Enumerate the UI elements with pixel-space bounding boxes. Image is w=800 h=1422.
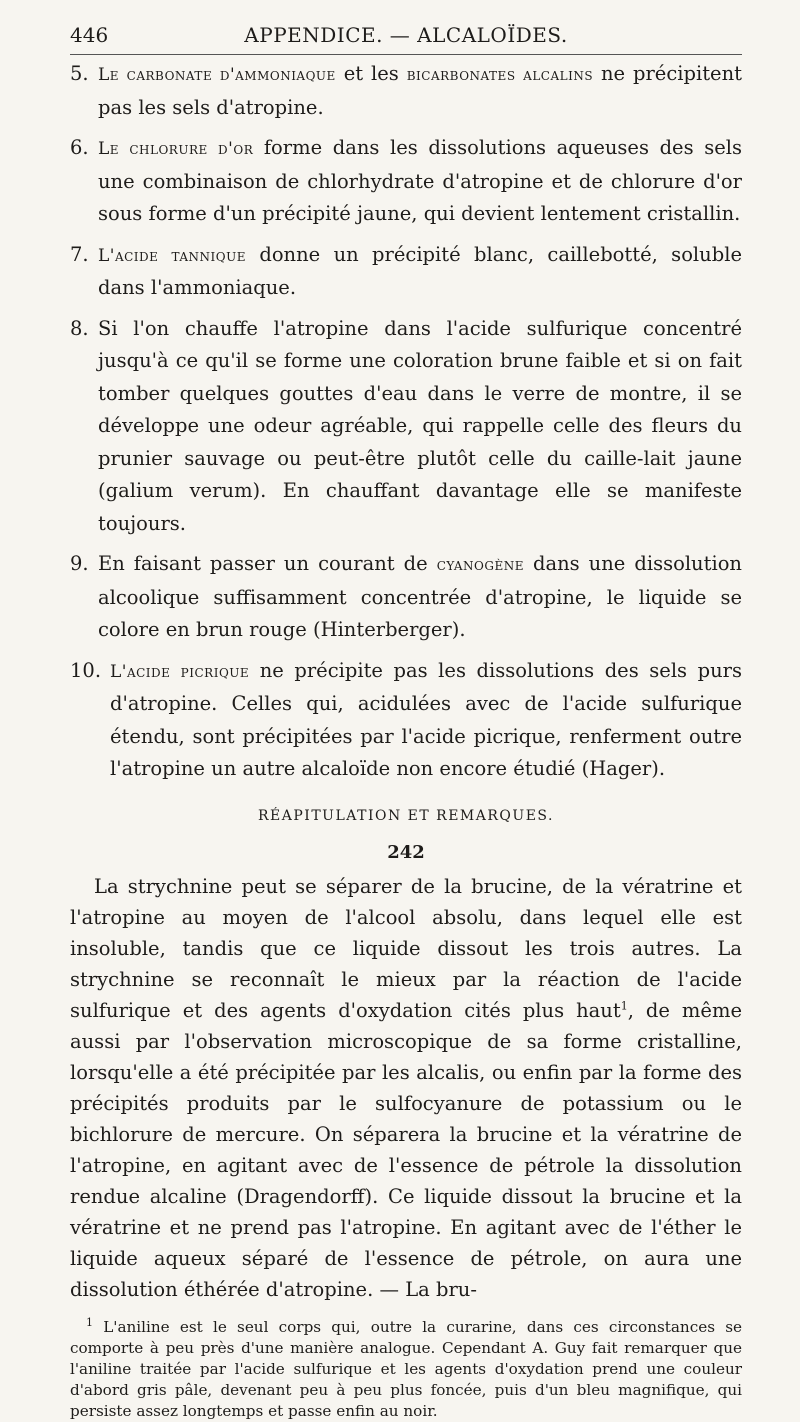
list-item bbox=[70, 548, 742, 647]
item-text: Si l'on chauffe l'atropine dans l'acide sulfurique concentré jusqu'à ce qu'il se forme une coloration brune faible et si on fait tomber quelques gouttes d'eau dans le verre de montre, il se développe une odeur agréable, qui rappelle celle des fleurs du prunier sauvage ou peut-être plutôt celle du caille-lait jaune (galium verum). En chauffant davantage elle se manifeste toujours. bbox=[98, 316, 742, 535]
list-item bbox=[70, 239, 742, 305]
item-text bbox=[98, 132, 742, 231]
body-text: La strychnine peut se séparer de la brucine, de la vératrine et l'atropine au moyen de l'alcool absolu, dans lequel elle est insoluble, tandis que ce liquide dissout les trois autres. La strychnine se reconnaît le mieux par la réaction de l'acide sulfurique et des agents d'oxydation cités plus haut bbox=[70, 874, 742, 1022]
footnote-ref: 1 bbox=[620, 999, 628, 1012]
body-text: , de même aussi par l'observation microscopique de sa forme cristalline, lorsqu'elle a été précipitée par les alcalis, ou enfin par la forme des précipités produits par le sulfocyanure de potassium ou le bichlorure de mercure. On séparera la brucine et la vératrine de l'atropine, en agitant avec de l'essence de pétrole la dissolution rendue alcaline (Dragendorff). Ce liquide dissout la brucine et la vératrine et ne prend pas l'atropine. En agitant avec de l'éther le liquide aqueux séparé de l'essence de pétrole, on aura une dissolution éthérée d'atropine. — La bru- bbox=[70, 998, 742, 1301]
item-number: 8. bbox=[70, 316, 89, 340]
reagent-name: Le chlorure d'or bbox=[98, 139, 254, 159]
running-title: APPENDICE. — ALCALOÏDES. bbox=[244, 23, 568, 47]
item-text bbox=[98, 548, 742, 647]
item-text-part: ne précipite pas les dissolutions des sels purs d'atropine. Celles qui, acidulées avec de l'acide sulfurique étendu, sont précipitées par l'acide picrique, renferment outre l'atropine un autre alcaloïde non encore étudié (Hager). bbox=[110, 658, 742, 780]
item-text-part: et les bbox=[335, 62, 407, 85]
item-number: 10. bbox=[70, 658, 102, 682]
list-item bbox=[70, 655, 742, 786]
list-item bbox=[70, 313, 742, 541]
body-paragraph bbox=[70, 871, 742, 1305]
item-text bbox=[98, 58, 742, 124]
footnote-marker: 1 bbox=[86, 1315, 93, 1329]
item-number: 6. bbox=[70, 136, 89, 159]
page-number: 446 bbox=[70, 23, 109, 47]
item-text-part: forme dans les dissolutions aqueuses des sels une combinaison de chlorhydrate d'atropine et de chlorure d'or sous forme d'un précipité jaune, qui devient lentement cristallin. bbox=[98, 136, 742, 225]
item-number: 9. bbox=[70, 552, 89, 575]
item-number: 5. bbox=[70, 62, 89, 85]
reagent-name: cyanogène bbox=[436, 555, 524, 575]
item-text-part: En faisant passer un courant de bbox=[98, 552, 437, 575]
item-text bbox=[98, 239, 742, 305]
page-content bbox=[70, 58, 742, 1422]
header-rule bbox=[70, 54, 742, 55]
item-text-part: dans une dissolution alcoolique suffisamment concentrée d'atropine, le liquide se colore en brun rouge (Hinterberger). bbox=[98, 552, 742, 641]
section-title: RÉAPITULATION ET REMARQUES. bbox=[258, 807, 554, 824]
reagent-name: L'acide picrique bbox=[110, 661, 250, 682]
reagent-name: Le carbonate d'ammoniaque bbox=[98, 65, 336, 85]
list-item bbox=[70, 58, 742, 124]
item-text-part: donne un précipité blanc, caillebotté, soluble dans l'ammoniaque. bbox=[98, 242, 742, 299]
list-item bbox=[70, 132, 742, 231]
paragraph-number: 242 bbox=[387, 841, 425, 863]
item-text bbox=[110, 655, 742, 786]
item-text-part: ne précipitent pas les sels d'atropine. bbox=[98, 62, 742, 119]
footnote-text: L'aniline est le seul corps qui, outre la curarine, dans ces circonstances se comporte à peu près d'une manière analogue. Cependant A. Guy fait remarquer que l'aniline traitée par l'acide sulfurique et les agents d'oxydation prend une couleur d'abord gris pâle, devenant peu à peu plus foncée, puis d'un bleu magnifique, qui persiste assez longtemps et passe enfin au noir. bbox=[70, 1317, 742, 1420]
footnote bbox=[70, 1317, 742, 1422]
running-head bbox=[70, 18, 742, 52]
reagent-name: bicarbonates alcalins bbox=[406, 65, 594, 85]
item-number: 7. bbox=[70, 242, 89, 266]
reagent-name: L'acide tannique bbox=[98, 245, 246, 266]
